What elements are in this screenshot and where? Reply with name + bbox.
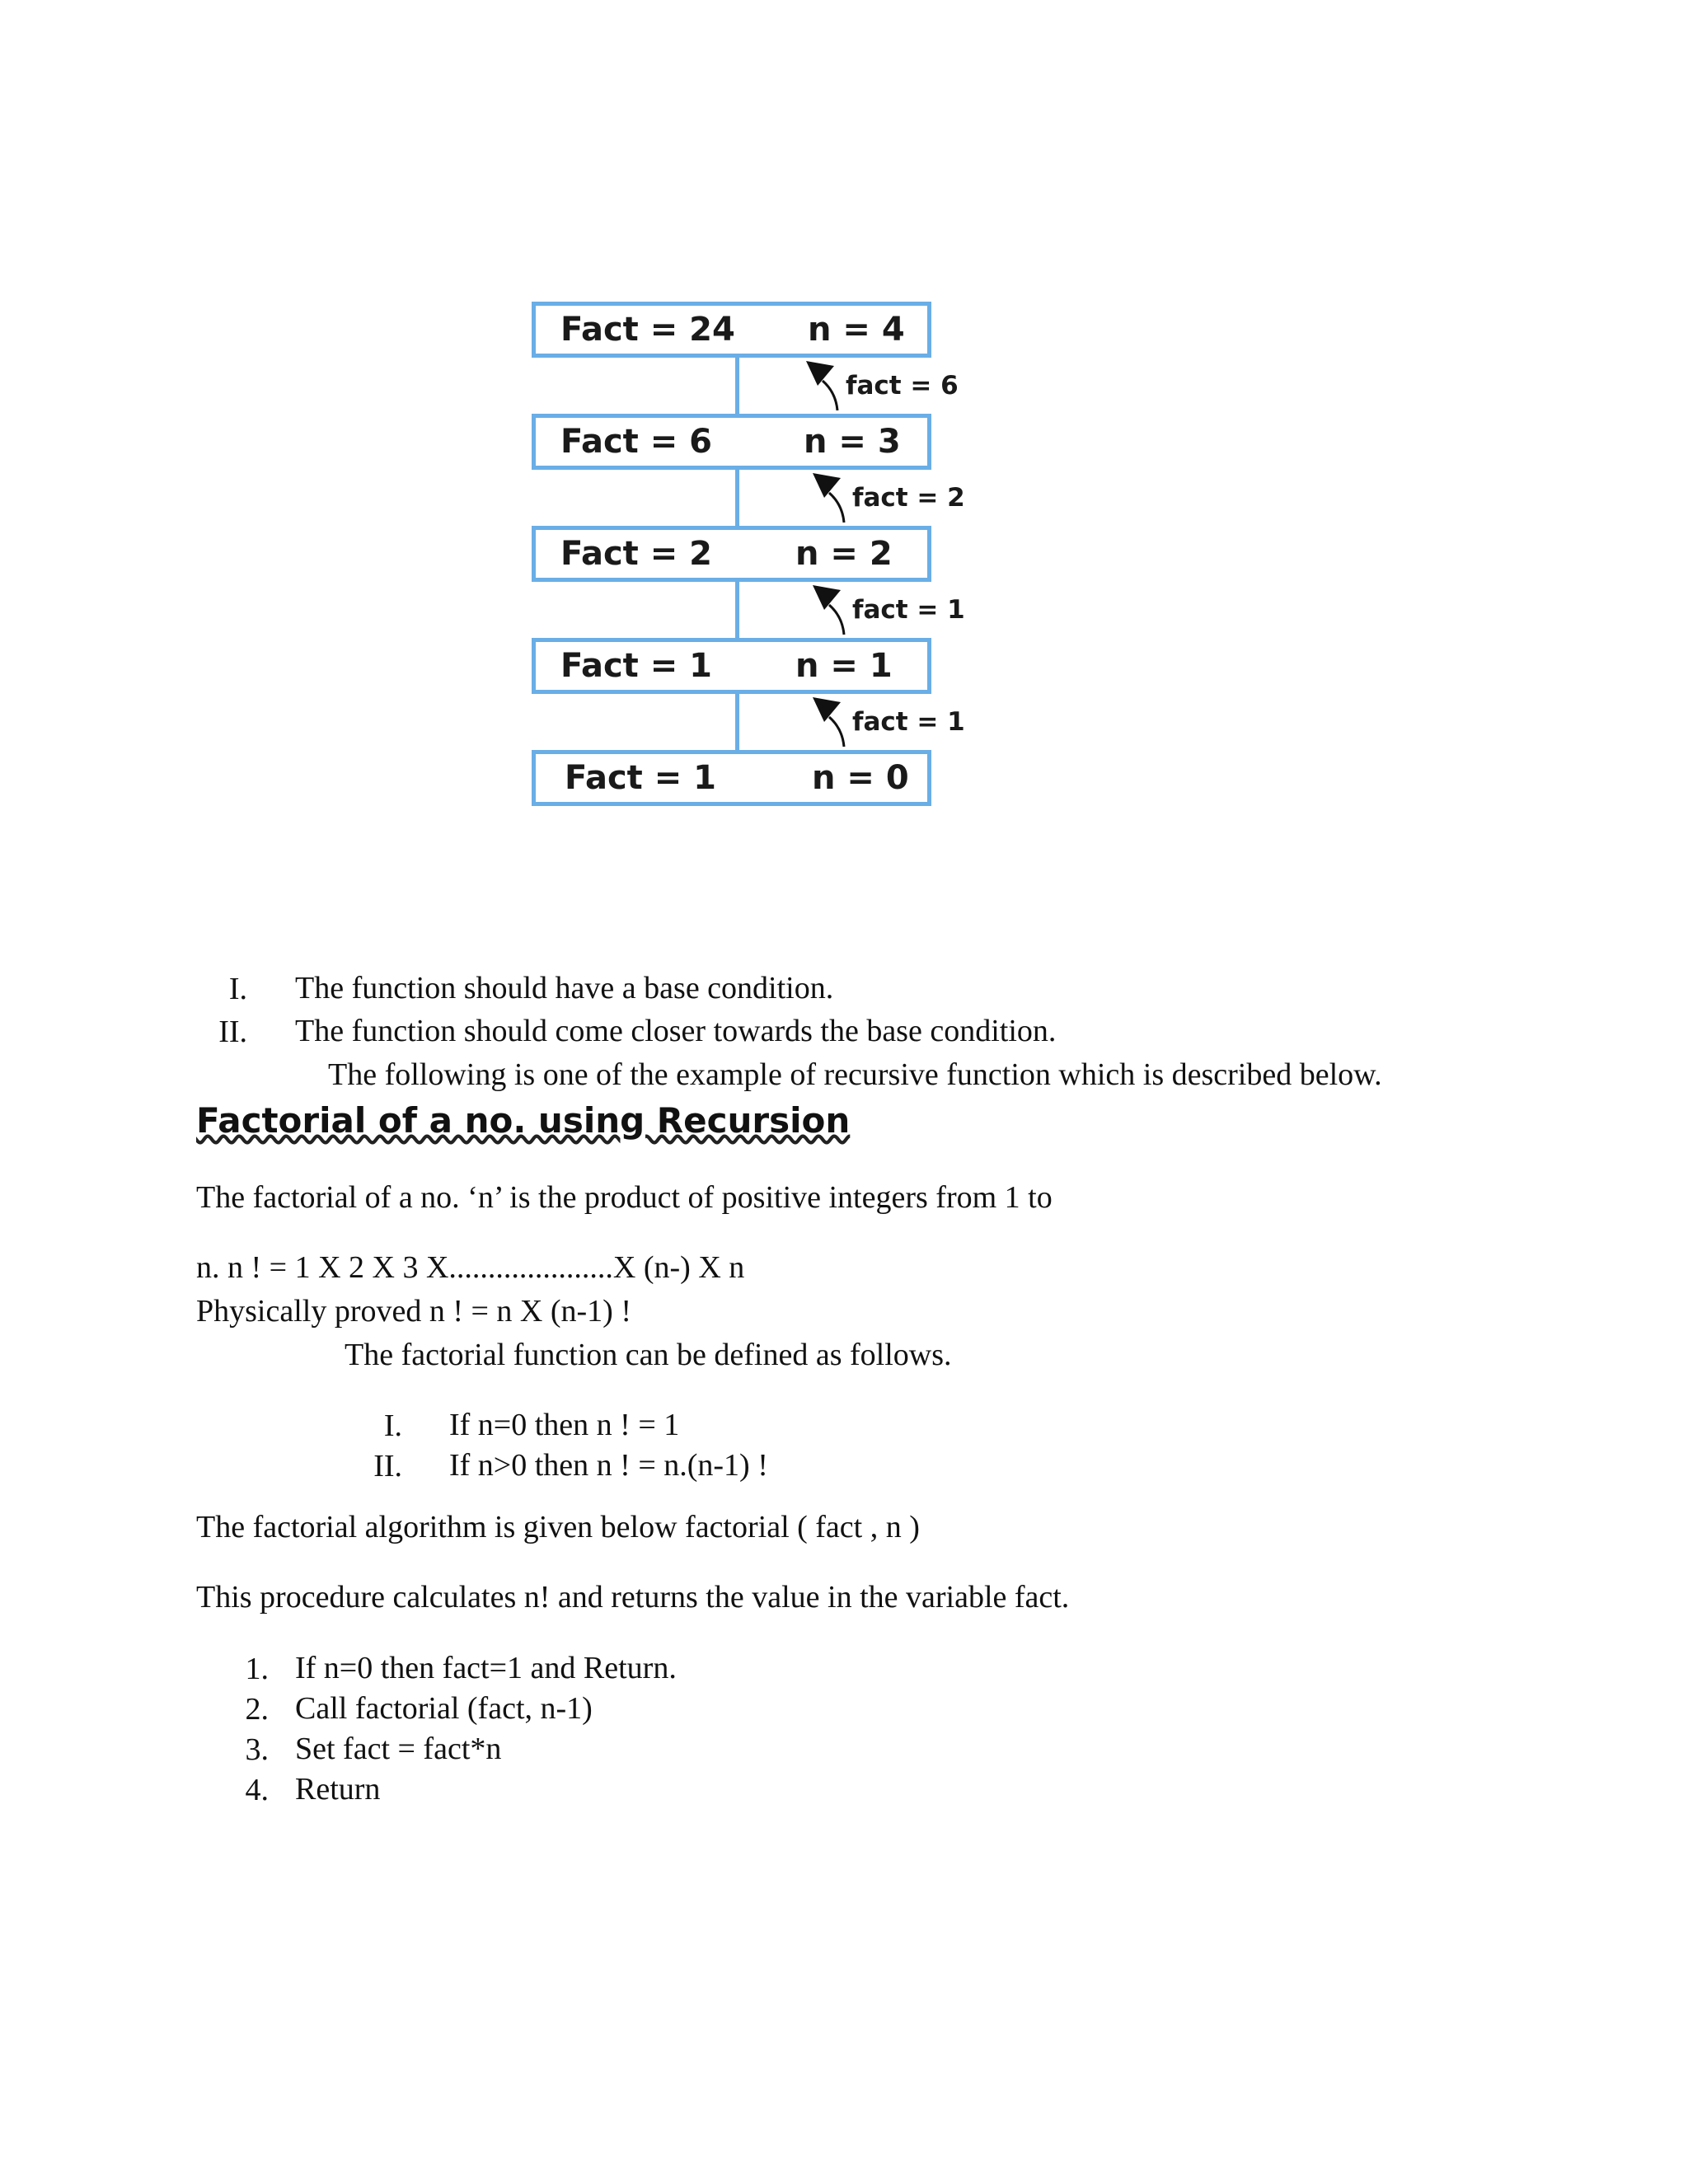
return-value-label: fact = 2 <box>852 483 965 513</box>
recursion-diagram <box>0 0 1688 824</box>
paragraph: The factorial of a no. ‘n’ is the product of positive integers from 1 to <box>196 1180 1053 1215</box>
connector-line <box>735 470 739 529</box>
list-item: If n=0 then n ! = 1 <box>449 1408 680 1442</box>
paragraph: The factorial algorithm is given below factorial ( fact , n ) <box>196 1510 920 1544</box>
list-marker: II. <box>373 1449 402 1483</box>
n-label: n = 3 <box>804 423 901 461</box>
list-item: The function should come closer towards the base condition. <box>295 1014 1057 1048</box>
step-number: 2. <box>245 1692 269 1727</box>
connector-line <box>735 582 739 641</box>
return-value-label: fact = 1 <box>852 595 965 625</box>
n-label: n = 1 <box>795 647 893 685</box>
fact-label: Fact = 1 <box>560 647 713 685</box>
paragraph: The following is one of the example of recursive function which is described below. <box>328 1057 1382 1092</box>
fact-label: Fact = 6 <box>560 423 713 461</box>
call-box <box>532 526 931 582</box>
step-number: 1. <box>245 1652 269 1686</box>
call-box <box>532 414 931 470</box>
formula-line: n. n ! = 1 X 2 X 3 X.....................X (n-) X n <box>196 1250 745 1285</box>
fact-label: Fact = 1 <box>565 759 717 797</box>
step-number: 3. <box>245 1732 269 1767</box>
fact-label: Fact = 24 <box>560 311 735 349</box>
n-label: n = 4 <box>808 311 905 349</box>
list-marker: II. <box>218 1015 247 1049</box>
call-box <box>532 750 931 806</box>
return-value-label: fact = 1 <box>852 707 965 737</box>
list-marker: I. <box>228 972 247 1006</box>
step-text: Set fact = fact*n <box>295 1732 502 1766</box>
fact-label: Fact = 2 <box>560 535 713 573</box>
section-heading: Factorial of a no. using Recursion <box>196 1100 851 1141</box>
return-value-label: fact = 6 <box>846 371 959 401</box>
step-number: 4. <box>245 1773 269 1807</box>
paragraph: Physically proved n ! = n X (n-1) ! <box>196 1294 631 1329</box>
list-item: If n>0 then n ! = n.(n-1) ! <box>449 1448 768 1483</box>
step-text: If n=0 then fact=1 and Return. <box>295 1651 677 1685</box>
call-box <box>532 638 931 694</box>
list-item: The function should have a base condition. <box>295 971 834 1005</box>
list-marker: I. <box>383 1408 402 1443</box>
paragraph: This procedure calculates n! and returns the value in the variable fact. <box>196 1580 1070 1615</box>
call-box <box>532 302 931 358</box>
n-label: n = 0 <box>812 759 909 797</box>
step-text: Return <box>295 1772 381 1807</box>
paragraph: The factorial function can be defined as follows. <box>345 1338 952 1372</box>
connector-line <box>735 694 739 753</box>
step-text: Call factorial (fact, n-1) <box>295 1691 593 1726</box>
n-label: n = 2 <box>795 535 893 573</box>
connector-line <box>735 358 739 417</box>
